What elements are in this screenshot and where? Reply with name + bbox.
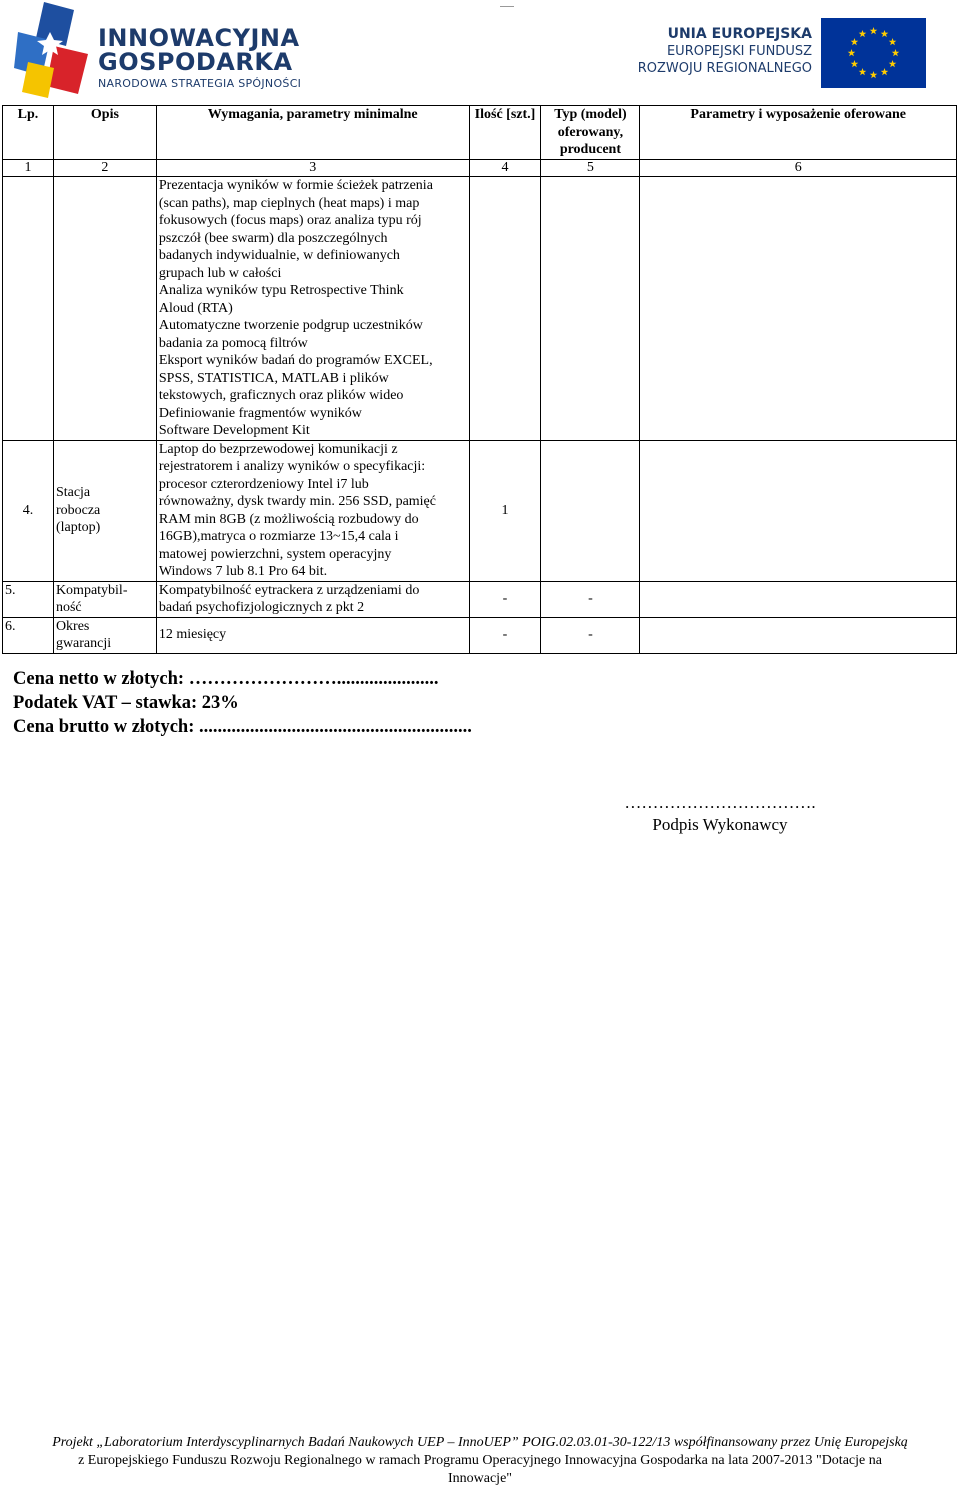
signature-dots: ……………………………. [624,793,816,812]
req-line: Prezentacja wyników w formie ścieżek patrzenia [158,178,433,193]
cell-requirements [156,581,469,617]
cell-lp [3,177,54,441]
col-number: 1 [3,160,54,177]
col-number: 2 [53,160,156,177]
ig-emblem-icon [14,2,94,98]
eu-line-3: ROZWOJU REGIONALNEGO [637,61,812,76]
req-line: Laptop do bezprzewodowej komunikacji z [158,441,398,457]
logo-word-gospodarka: GOSPODARKA [98,48,293,76]
eu-line-2: EUROPEJSKI FUNDUSZ [666,44,812,59]
cell-type [541,440,640,581]
req-line: procesor czterordzeniowy Intel i7 lub [158,476,369,492]
table-row-5 [3,581,957,617]
footer-line-2: z Europejskiego Funduszu Rozwoju Regionalnego w ramach Programu Operacyjnego Innowacyjna Gospodarka na lata 2007-2013 "Dotacje na [78,1453,882,1468]
header-typ: Typ (model) oferowany, producent [541,106,640,160]
table-row-4 [3,440,957,581]
col-number: 4 [469,160,541,177]
cell-qty [469,177,541,441]
req-line: rejestratorem i analizy wyników o specyfikacji: [158,459,426,474]
desc-line: ność [55,600,82,615]
footer-line-3: Innowacje" [447,1471,513,1486]
cell-type: - [541,581,640,617]
req-line: tekstowych, graficznych oraz plików wideo [158,388,404,403]
cell-offered [640,177,957,441]
eu-line-1: UNIA EUROPEJSKA [667,26,812,42]
cell-type [541,177,640,441]
req-line: Software Development Kit [158,423,310,438]
cell-qty: 1 [469,440,541,581]
cell-desc [53,617,156,653]
cell-desc [53,581,156,617]
req-line: Windows 7 lub 8.1 Pro 64 bit. [158,564,328,579]
req-line: grupach lub w całości [158,265,282,281]
logo-subtitle: NARODOWA STRATEGIA SPÓJNOŚCI [98,77,302,90]
cell-desc [53,440,156,581]
col-number: 5 [541,160,640,177]
desc-line: robocza [55,502,101,518]
desc-line: Kompatybil- [55,582,128,598]
cell-lp: 6. [3,617,54,653]
header-parametry: Parametry i wyposażenie oferowane [640,106,957,160]
header-ilosc: Ilość [szt.] [469,106,541,160]
cell-requirements: 12 miesięcy [156,617,469,653]
cell-type: - [541,617,640,653]
specification-table [2,105,957,654]
desc-line: Stacja [55,485,91,501]
logo-word-innowacyjna: INNOWACYJNA [98,24,300,52]
eu-text-logo [632,26,812,77]
cell-lp: 5. [3,581,54,617]
cell-requirements [156,177,469,441]
cell-desc [53,177,156,441]
req-line: Analiza wyników typu Retrospective Think [158,283,404,298]
req-line: matowej powierzchni, system operacyjny [158,546,392,562]
vat-rate: Podatek VAT – stawka: 23% [13,693,239,713]
page-footer [10,1434,950,1488]
desc-line: (laptop) [55,520,101,536]
req-line: fokusowych (focus maps) oraz analiza typu rój [158,213,422,228]
req-line: RAM min 8GB (z możliwością rozbudowy do [158,511,419,527]
req-line: równoważny, dysk twardy min. 256 SSD, pamięć [158,494,436,509]
cell-qty: - [469,581,541,617]
price-brutto: Cena brutto w złotych: ........................................................... [13,717,472,737]
page-header [0,0,960,100]
header-wymagania: Wymagania, parametry minimalne [156,106,469,160]
cell-lp: 4. [3,440,54,581]
signature-block [600,792,840,836]
req-line: SPSS, STATISTICA, MATLAB i plików [158,370,389,386]
req-line: (scan paths), map cieplnych (heat maps) i map [158,195,420,211]
table-header-row [3,106,957,160]
col-number: 6 [640,160,957,177]
eu-flag-icon [821,18,926,88]
innowacyjna-gospodarka-logo [14,2,302,103]
cell-offered [640,440,957,581]
req-line: badań psychofizjologicznych z pkt 2 [158,600,365,615]
req-line: badanych indywidualnie, w definiowanych [158,248,400,263]
cell-requirements [156,440,469,581]
req-line: pszczół (bee swarm) dla poszczególnych [158,230,388,246]
req-line: badania za pomocą filtrów [158,335,308,351]
req-line: Definiowanie fragmentów wyników [158,405,362,421]
table-row-6 [3,617,957,653]
req-line: Eksport wyników badań do programów EXCEL, [158,353,433,368]
price-netto: Cena netto w złotych: ……………………...................... [13,669,439,689]
req-line: 16GB),matryca o rozmiarze 13~15,4 cala i [158,529,399,544]
header-lp: Lp. [3,106,54,160]
desc-line: Okres [55,618,90,634]
col-number: 3 [156,160,469,177]
req-line: Aloud (RTA) [158,300,233,316]
desc-line: gwarancji [55,636,112,651]
cell-offered [640,617,957,653]
cell-offered [640,581,957,617]
header-opis: Opis [53,106,156,160]
column-number-row [3,160,957,177]
cell-qty: - [469,617,541,653]
top-mark [500,6,514,7]
table-row-continuation [3,177,957,441]
footer-line-1: Projekt „Laboratorium Interdyscyplinarnych Badań Naukowych UEP – InnoUEP” POIG.02.03.01-30-122/13 współfinansowany przez Unię Europejską [52,1435,908,1450]
req-line: Automatyczne tworzenie podgrup uczestników [158,318,423,333]
price-summary [13,667,472,739]
signature-label: Podpis Wykonawcy [652,815,788,834]
req-line: Kompatybilność eytrackera z urządzeniami do [158,582,420,598]
